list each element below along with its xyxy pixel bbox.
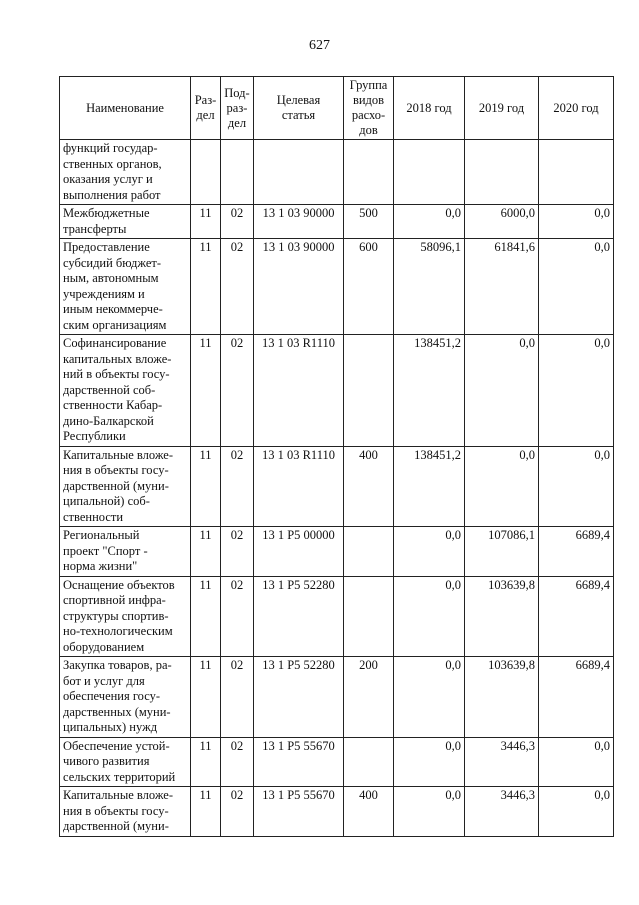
cell-name-line: функций государ- <box>63 141 158 155</box>
page-number: 627 <box>309 38 330 53</box>
cell-podrazdel: 02 <box>221 576 254 657</box>
cell-name-line: Оснащение объектов <box>63 577 175 592</box>
cell-name-line: Республики <box>63 429 126 443</box>
table-body <box>60 140 614 837</box>
header-2018: 2018 год <box>394 77 465 140</box>
cell-2020: 0,0 <box>539 239 614 335</box>
cell-name <box>60 335 191 447</box>
cell-name-line: иным некоммерче- <box>63 302 163 316</box>
cell-razdel: 11 <box>191 205 221 239</box>
cell-2019: 0,0 <box>465 335 539 447</box>
cell-article: 13 1 P5 52280 <box>254 576 344 657</box>
header-article-line: статья <box>281 108 316 122</box>
header-podrazdel <box>221 77 254 140</box>
cell-name-line: трансферты <box>63 221 127 236</box>
cell-2019: 61841,6 <box>465 239 539 335</box>
cell-razdel: 11 <box>191 787 221 837</box>
cell-2019 <box>465 140 539 205</box>
cell-2019: 6000,0 <box>465 205 539 239</box>
cell-podrazdel: 02 <box>221 446 254 527</box>
cell-podrazdel: 02 <box>221 737 254 787</box>
cell-name-line: ния в объекты госу- <box>63 463 169 477</box>
cell-article: 13 1 03 R1110 <box>254 446 344 527</box>
header-2020: 2020 год <box>539 77 614 140</box>
cell-name-line: капитальных вложе- <box>63 351 172 366</box>
cell-2019: 107086,1 <box>465 527 539 577</box>
cell-group <box>344 737 394 787</box>
cell-name-line: ний в объекты госу- <box>63 367 170 381</box>
cell-razdel <box>191 140 221 205</box>
cell-name-line: оборудованием <box>63 639 145 654</box>
cell-razdel: 11 <box>191 527 221 577</box>
cell-2018: 138451,2 <box>394 446 465 527</box>
cell-2018: 58096,1 <box>394 239 465 335</box>
cell-article: 13 1 P5 00000 <box>254 527 344 577</box>
cell-name-line: субсидий бюджет- <box>63 255 161 270</box>
cell-name-line: но-технологическим <box>63 624 173 638</box>
table-row <box>60 576 614 657</box>
cell-2018: 0,0 <box>394 657 465 738</box>
header-razdel-line: дел <box>196 108 215 122</box>
cell-2018 <box>394 140 465 205</box>
cell-name-line: Капитальные вложе- <box>63 447 174 462</box>
cell-2018: 0,0 <box>394 527 465 577</box>
header-2019: 2019 год <box>465 77 539 140</box>
cell-2020 <box>539 140 614 205</box>
cell-name-line: дарственной (муни- <box>63 478 169 493</box>
cell-name-line: ственных органов, <box>63 156 162 171</box>
header-podrazdel-line: раз- <box>226 100 248 115</box>
cell-podrazdel: 02 <box>221 657 254 738</box>
table-row <box>60 205 614 239</box>
cell-name-line: Закупка товаров, ра- <box>63 658 172 672</box>
header-podrazdel-line: Под- <box>224 85 250 100</box>
cell-article: 13 1 P5 52280 <box>254 657 344 738</box>
cell-name <box>60 239 191 335</box>
cell-group <box>344 576 394 657</box>
header-article <box>254 77 344 140</box>
cell-article: 13 1 03 90000 <box>254 239 344 335</box>
cell-article <box>254 140 344 205</box>
cell-name-line: чивого развития <box>63 754 150 768</box>
cell-group <box>344 527 394 577</box>
table-row <box>60 446 614 527</box>
cell-name-line: дарственной соб- <box>63 382 156 397</box>
header-group-line: расхо- <box>351 108 386 122</box>
header-razdel <box>191 77 221 140</box>
cell-podrazdel: 02 <box>221 527 254 577</box>
cell-name-line: ским организациям <box>63 317 167 332</box>
table-row <box>60 239 614 335</box>
budget-table <box>59 76 614 837</box>
table-row <box>60 527 614 577</box>
cell-2018: 0,0 <box>394 787 465 837</box>
cell-name <box>60 446 191 527</box>
cell-2018: 0,0 <box>394 205 465 239</box>
cell-2019: 3446,3 <box>465 737 539 787</box>
cell-name-line: Обеспечение устой- <box>63 738 170 753</box>
cell-name-line: обеспечения госу- <box>63 689 161 703</box>
cell-name-line: структуры спортив- <box>63 608 169 623</box>
cell-name-line: Софинансирование <box>63 336 167 350</box>
cell-name-line: спортивной инфра- <box>63 593 166 607</box>
cell-name-line: Предоставление <box>63 240 150 254</box>
header-razdel-line: Раз- <box>194 93 217 107</box>
table-header-row <box>60 77 614 140</box>
header-group <box>344 77 394 140</box>
cell-name-line: дарственных (муни- <box>63 704 171 719</box>
cell-name-line: выполнения работ <box>63 187 161 202</box>
header-name: Наименование <box>60 77 191 140</box>
cell-2018: 138451,2 <box>394 335 465 447</box>
cell-name-line: ным, автономным <box>63 271 159 285</box>
cell-name-line: Межбюджетные <box>63 206 150 220</box>
cell-name-line: дино-Балкарской <box>63 413 154 428</box>
cell-2018: 0,0 <box>394 576 465 657</box>
cell-2018: 0,0 <box>394 737 465 787</box>
cell-name-line: сельских территорий <box>63 769 176 784</box>
cell-2020: 0,0 <box>539 335 614 447</box>
cell-group: 400 <box>344 787 394 837</box>
cell-2020: 0,0 <box>539 205 614 239</box>
cell-name <box>60 657 191 738</box>
cell-name-line: ственности Кабар- <box>63 398 163 412</box>
cell-group <box>344 335 394 447</box>
cell-2019: 103639,8 <box>465 657 539 738</box>
cell-2019: 0,0 <box>465 446 539 527</box>
table-row <box>60 657 614 738</box>
cell-article: 13 1 03 90000 <box>254 205 344 239</box>
header-group-line: Группа <box>349 78 388 92</box>
cell-razdel: 11 <box>191 446 221 527</box>
cell-podrazdel: 02 <box>221 205 254 239</box>
cell-name <box>60 205 191 239</box>
table-row <box>60 737 614 787</box>
cell-name-line: Капитальные вложе- <box>63 788 174 802</box>
cell-name-line: оказания услуг и <box>63 172 153 186</box>
cell-razdel: 11 <box>191 335 221 447</box>
cell-name-line: ния в объекты госу- <box>63 803 169 818</box>
cell-name-line: бот и услуг для <box>63 673 145 688</box>
cell-name-line: ципальных) нужд <box>63 720 158 734</box>
cell-2020: 0,0 <box>539 787 614 837</box>
cell-2020: 0,0 <box>539 446 614 527</box>
table-row <box>60 787 614 837</box>
cell-group: 400 <box>344 446 394 527</box>
cell-razdel: 11 <box>191 576 221 657</box>
table-row <box>60 335 614 447</box>
cell-name <box>60 737 191 787</box>
cell-podrazdel: 02 <box>221 239 254 335</box>
table-row <box>60 140 614 205</box>
cell-article: 13 1 03 R1110 <box>254 335 344 447</box>
cell-name <box>60 787 191 837</box>
cell-name-line: ципальной) соб- <box>63 494 150 508</box>
cell-podrazdel <box>221 140 254 205</box>
cell-razdel: 11 <box>191 657 221 738</box>
cell-razdel: 11 <box>191 239 221 335</box>
header-article-line: Целевая <box>276 93 321 107</box>
header-group-line: дов <box>359 123 378 137</box>
cell-name-line: норма жизни" <box>63 559 138 573</box>
cell-group <box>344 140 394 205</box>
cell-name-line: Региональный <box>63 528 140 542</box>
cell-2019: 103639,8 <box>465 576 539 657</box>
cell-2019: 3446,3 <box>465 787 539 837</box>
cell-podrazdel: 02 <box>221 335 254 447</box>
cell-name-line: учреждениям и <box>63 286 145 301</box>
cell-group: 600 <box>344 239 394 335</box>
cell-name-line: дарственной (муни- <box>63 819 169 833</box>
cell-article: 13 1 P5 55670 <box>254 737 344 787</box>
cell-name <box>60 576 191 657</box>
cell-group: 200 <box>344 657 394 738</box>
cell-razdel: 11 <box>191 737 221 787</box>
cell-name-line: проект "Спорт - <box>63 543 148 558</box>
cell-2020: 6689,4 <box>539 576 614 657</box>
cell-name <box>60 527 191 577</box>
cell-name <box>60 140 191 205</box>
cell-2020: 0,0 <box>539 737 614 787</box>
cell-2020: 6689,4 <box>539 657 614 738</box>
header-podrazdel-line: дел <box>227 115 247 130</box>
cell-article: 13 1 P5 55670 <box>254 787 344 837</box>
cell-name-line: ственности <box>63 509 124 524</box>
cell-2020: 6689,4 <box>539 527 614 577</box>
header-group-line: видов <box>352 93 385 107</box>
cell-podrazdel: 02 <box>221 787 254 837</box>
cell-group: 500 <box>344 205 394 239</box>
